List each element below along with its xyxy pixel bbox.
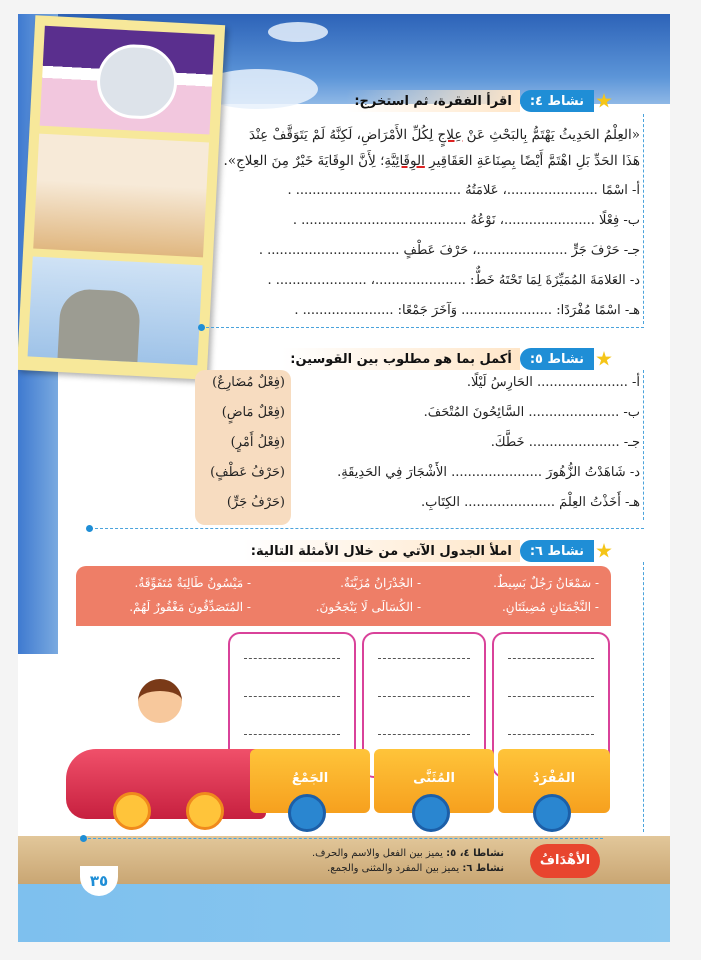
- divider: [201, 327, 644, 328]
- examples-box: [76, 566, 611, 626]
- wheel: [288, 794, 326, 832]
- item-a: أ- اسْمًا ......................، عَلامَتُهُ ........................................ .: [287, 183, 640, 198]
- wheel: [533, 794, 571, 832]
- activity-label: نشاط ٦:: [520, 540, 594, 562]
- train-car-dual: المُثَنَّى: [374, 749, 494, 813]
- activity-label: نشاط ٤:: [520, 90, 594, 112]
- hint: (حَرْفُ عَطْفٍ): [210, 465, 285, 480]
- textbook-page: [18, 14, 670, 942]
- explorers-illustration: [28, 256, 203, 365]
- objective-item: نشاطا ٤، ٥: يميز بين الفعل والاسم والحرف.: [311, 848, 504, 859]
- item-c: جـ- حَرْفَ جَرٍّ ......................، حَرْفَ عَطْفٍ ................................ .: [258, 243, 640, 258]
- objective-item: نشاط ٦: يميز بين المفرد والمثنى والجمع.: [327, 863, 504, 874]
- divider: [643, 370, 644, 520]
- train-car-singular: المُفْرَدُ: [498, 749, 610, 813]
- activity-label: نشاط ٥:: [520, 348, 594, 370]
- hint: (فِعْلُ أَمْرٍ): [230, 435, 285, 450]
- star-icon: [596, 543, 612, 559]
- story-illustration: [33, 134, 209, 258]
- paragraph-line: هَذَا الحَدِّ بَلِ اهْتَمَّ أَيْضًا بِصِنَاعَةِ العَقَاقِيرِ الوِقَائِيَّةِ؛ لِأَنَّ الوِقَايَةَ خَيْرٌ مِنَ العِلاجِ».: [223, 153, 640, 169]
- divider: [643, 562, 644, 832]
- divider: [643, 114, 644, 324]
- star-icon: [596, 93, 612, 109]
- activity6-header: [243, 540, 612, 562]
- star-icon: [596, 351, 612, 367]
- activity5-header: [282, 348, 612, 370]
- item-d: د- العَلامَةَ المُمَيِّزَةَ لِمَا تَحْتَهُ خَطٌّ: ......................، ...................... .: [267, 273, 640, 288]
- cloud: [268, 22, 328, 42]
- example: - سَمْعَانُ رَجُلٌ بَسِيطٌ.: [493, 576, 599, 590]
- example: - الكُسَالَى لَا يَنْجَحُونَ.: [315, 600, 421, 614]
- item-d: د- شَاهَدْتُ الزُّهُورَ ...................... الأَشْجَارَ فِي الحَدِيقَةِ.: [337, 465, 640, 480]
- train-engine: [66, 749, 266, 819]
- child-illustration: [138, 679, 182, 723]
- item-e: هـ- أَخَذْتُ العِلْمَ ...................... الكِتَابِ.: [420, 495, 640, 510]
- example: - النَّجْمَتَانِ مُضِيئَتَانِ.: [501, 600, 599, 614]
- item-b: ب- ...................... السَّائِحُونَ المُتْحَفَ.: [423, 405, 640, 420]
- item-c: جـ- ...................... خَطَّكَ.: [490, 435, 640, 450]
- divider: [83, 838, 603, 839]
- divider-dot: [198, 324, 205, 331]
- train-car-plural: الجَمْعُ: [250, 749, 370, 813]
- book-cover-illustration: [18, 15, 225, 379]
- divider-dot: [86, 525, 93, 532]
- wheel: [412, 794, 450, 832]
- item-e: هـ- اسْمًا مُفْرَدًا: ...................... وَآخَرَ جَمْعًا: ...................... .: [294, 303, 640, 318]
- hint: (فِعْلٌ مَاضٍ): [221, 405, 285, 420]
- example: - المُتَصَدِّقُونَ مَغْفُورٌ لَهُمْ.: [129, 600, 251, 614]
- activity-title: اقرأ الفقرة، ثم استخرج:: [346, 90, 520, 112]
- portrait-image: [95, 43, 179, 121]
- objectives-badge: الأهْدَافُ: [530, 844, 600, 878]
- item-b: ب- فِعْلًا ......................، نَوْعُهُ ........................................ .: [292, 213, 640, 228]
- wheel: [186, 792, 224, 830]
- hint: (حَرْفُ جَرٍّ): [226, 495, 285, 510]
- page-number: ٣٥: [80, 866, 118, 896]
- example: - الجُدْرَانُ مُزَيَّنَةٌ.: [340, 576, 421, 590]
- paragraph-line: «العِلْمُ الحَدِيثُ يَهْتَمُّ بِالبَحْثِ عَنْ عِلاجٍ لِكُلِّ الأَمْرَاضِ، لَكِنَّهُ لَمْ يَتَوَقَّفْ عِنْدَ: [249, 127, 640, 143]
- activity4-header: [346, 90, 612, 112]
- example: - مَيْسُونُ طَالِبَةٌ مُتَفَوِّقَةٌ.: [134, 576, 251, 590]
- activity-title: املأ الجدول الآتي من خلال الأمثلة التالية:: [243, 540, 520, 562]
- wheel: [113, 792, 151, 830]
- footer-band: [18, 884, 670, 942]
- activity-title: أكمل بما هو مطلوب بين القوسين:: [282, 348, 520, 370]
- divider-dot: [80, 835, 87, 842]
- divider: [90, 528, 644, 529]
- hint: (فِعْلٌ مُضَارِعٌ): [212, 375, 285, 390]
- item-a: أ- ...................... الحَارِسُ لَيْلًا.: [466, 375, 640, 390]
